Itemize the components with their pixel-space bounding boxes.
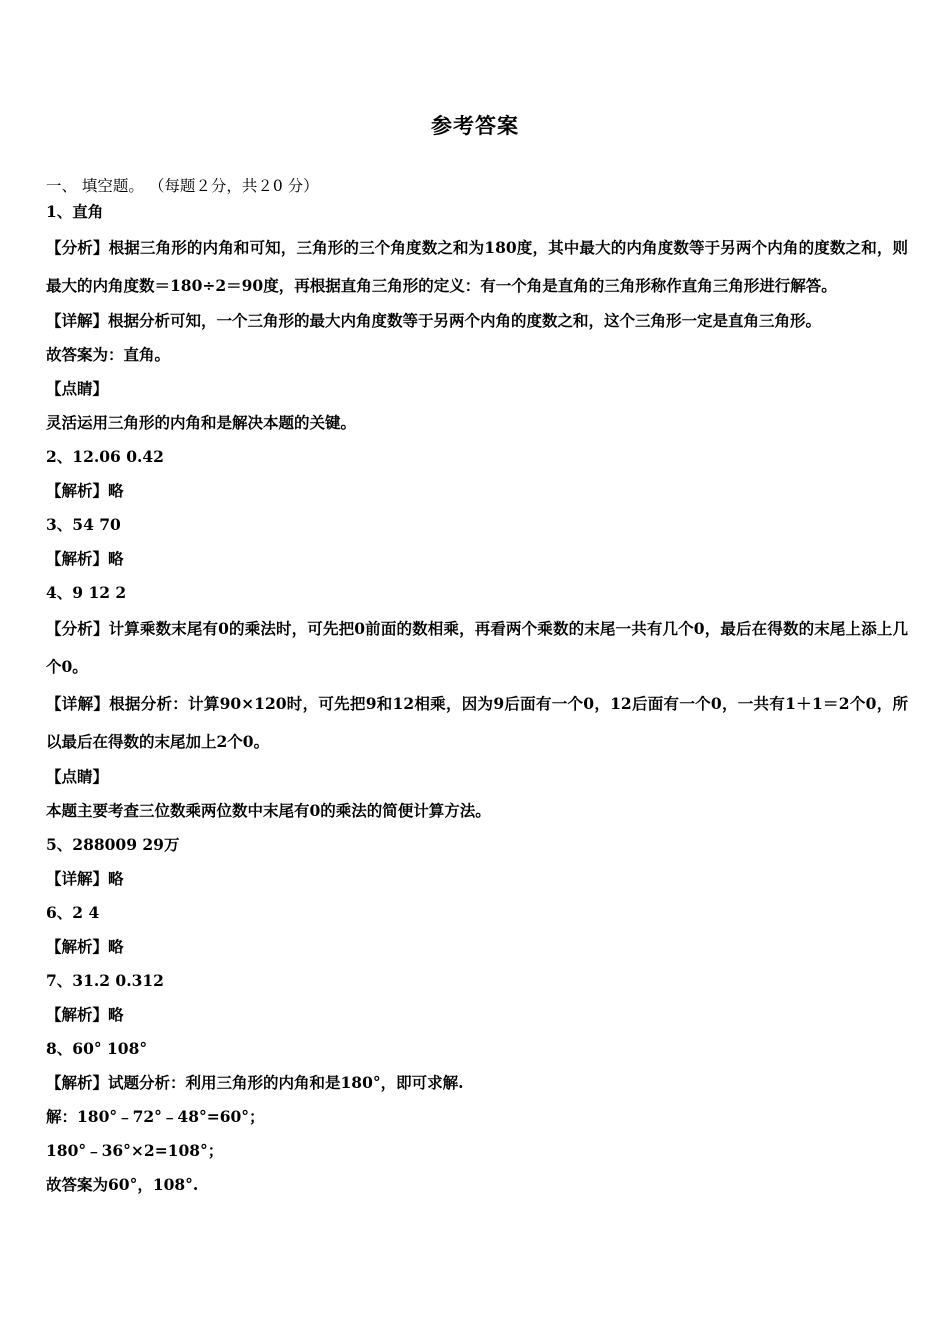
q7-analysis: 【解析】略 (46, 1005, 124, 1024)
q8-answer: 8、60° 108° (46, 1039, 148, 1058)
page-title: 参考答案 (431, 113, 519, 138)
q2-analysis: 【解析】略 (46, 481, 124, 500)
q8-analysis: 【解析】试题分析：利用三角形的内角和是180°，即可求解. (46, 1073, 464, 1092)
q7-answer: 7、31.2 0.312 (46, 971, 164, 990)
q5-answer: 5、288009 29万 (46, 835, 180, 854)
q3-answer: 3、54 70 (46, 515, 121, 534)
q4-detail: 【详解】根据分析：计算90×120时，可先把9和12相乘，因为9后面有一个0，12后面有一个0，一共有1＋1＝2个0，所以最后在得数的末尾加上2个0。 (46, 694, 908, 751)
q4-analysis: 【分析】计算乘数末尾有0的乘法时，可先把0前面的数相乘，再看两个乘数的末尾一共有几个0，最后在得数的末尾上添上几个0。 (46, 619, 908, 676)
q8-step-1: 解：180°﹣72°﹣48°=60°； (46, 1107, 265, 1126)
section-heading: 一、 填空题。 （每题２分，共２0 分） (46, 177, 319, 195)
q4-answer: 4、9 12 2 (46, 583, 127, 602)
q8-step-2: 180°﹣36°×2=108°； (46, 1141, 224, 1160)
q1-analysis: 【分析】根据三角形的内角和可知，三角形的三个角度数之和为180度，其中最大的内角度数等于另两个内角的度数之和，则最大的内角度数＝180÷2＝90度，再根据直角三角形的定义：有一个角是直角的三角形称作直角三角形进行解答。 (46, 238, 908, 295)
q1-point-label: 【点睛】 (46, 379, 109, 398)
q6-answer: 6、2 4 (46, 903, 100, 922)
answer-content (46, 175, 908, 1202)
q4-point-label: 【点睛】 (46, 767, 109, 786)
q8-final-answer: 故答案为60°，108°. (46, 1175, 199, 1194)
q6-analysis: 【解析】略 (46, 937, 124, 956)
q5-detail: 【详解】略 (46, 869, 124, 888)
q1-detail: 【详解】根据分析可知，一个三角形的最大内角度数等于另两个内角的度数之和，这个三角形一定是直角三角形。 (46, 311, 822, 330)
q1-point: 灵活运用三角形的内角和是解决本题的关键。 (46, 413, 357, 432)
q2-answer: 2、12.06 0.42 (46, 447, 164, 466)
q3-analysis: 【解析】略 (46, 549, 124, 568)
q4-point: 本题主要考查三位数乘两位数中末尾有0的乘法的简便计算方法。 (46, 801, 491, 820)
q1-final-answer: 故答案为：直角。 (46, 345, 171, 364)
q1-answer: 1、直角 (46, 202, 104, 221)
